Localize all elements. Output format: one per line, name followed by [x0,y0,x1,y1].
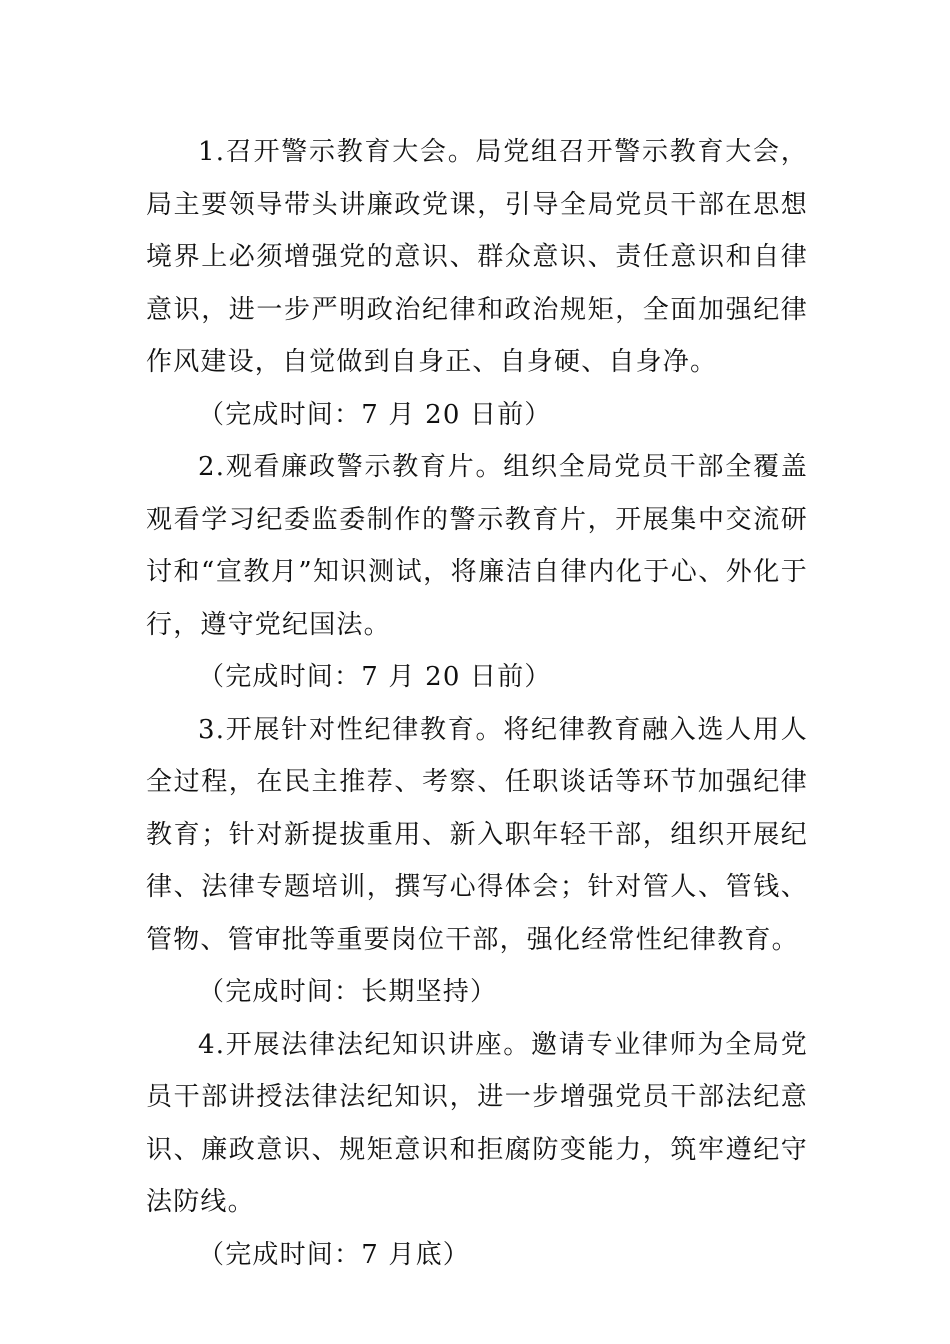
task-paragraph-2: 2.观看廉政警示教育片。组织全局党员干部全覆盖观看学习纪委监委制作的警示教育片，开展集中交流研讨和“宣教月”知识测试，将廉洁自律内化于心、外化于行，遵守党纪国法。 [146,452,808,640]
task-deadline-2: （完成时间：7 月 20 日前） [198,662,552,692]
document-body [146,126,808,1281]
task-deadline-3: （完成时间：长期坚持） [198,977,498,1007]
task-paragraph-4: 4.开展法律法纪知识讲座。邀请专业律师为全局党员干部讲授法律法纪知识，进一步增强党员干部法纪意识、廉政意识、规矩意识和拒腐防变能力，筑牢遵纪守法防线。 [146,1029,808,1217]
task-deadline-1: （完成时间：7 月 20 日前） [198,399,552,430]
task-paragraph-1: 1.召开警示教育大会。局党组召开警示教育大会，局主要领导带头讲廉政党课，引导全局党员干部在思想境界上必须增强党的意识、群众意识、责任意识和自律意识，进一步严明政治纪律和政治规矩，全面加强纪律作风建设，自觉做到自身正、自身硬、自身净。 [146,137,808,377]
task-deadline-4: （完成时间：7 月底） [198,1239,471,1270]
task-paragraph-3: 3.开展针对性纪律教育。将纪律教育融入选人用人全过程，在民主推荐、考察、任职谈话等环节加强纪律教育；针对新提拔重用、新入职年轻干部，组织开展纪律、法律专题培训，撰写心得体会；针对管人、管钱、管物、管审批等重要岗位干部，强化经常性纪律教育。 [146,714,808,955]
